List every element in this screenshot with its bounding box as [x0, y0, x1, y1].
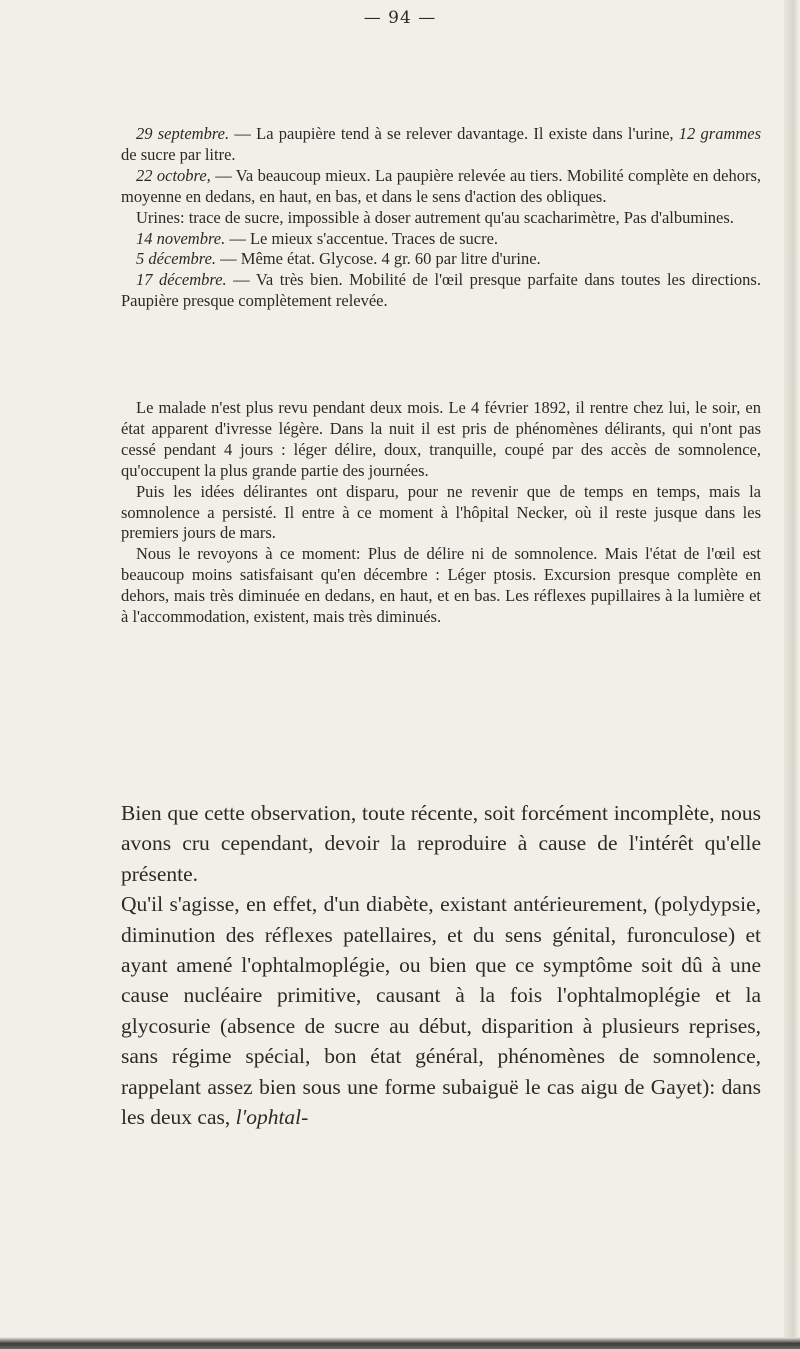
journal-entry: 29 septembre. — La paupière tend à se relever davantage. Il existe dans l'urine, 12 grammes de sucre par litre. [121, 124, 762, 164]
paragraph: Bien que cette observation, toute récente, soit forcément incomplète, nous avons cru cependant, devoir la reproduire à cause de l'intérêt qu'elle présente. [121, 801, 761, 886]
entry-date: 29 septembre. [136, 124, 230, 143]
journal-entry: Urines: trace de sucre, impossible à doser autrement qu'au scacharimètre, Pas d'albumines. [136, 207, 734, 227]
hyphenated-tail: l'ophtal- [235, 1105, 309, 1130]
journal-entries [121, 124, 761, 312]
journal-entry: 22 octobre, — Va beaucoup mieux. La paupière relevée au tiers. Mobilité complète en dehors, moyenne en dedans, en haut, en bas, et dans le sens d'action des obliques. [121, 165, 762, 206]
entry-date: 14 novembre. [136, 228, 226, 248]
scan-bottom-edge [0, 1337, 800, 1349]
journal-entry: 5 décembre. — Même état. Glycose. 4 gr. 60 par litre d'urine. [136, 249, 541, 269]
paragraph: Le malade n'est plus revu pendant deux mois. Le 4 février 1892, il rentre chez lui, le soir, en état apparent d'ivresse légère. Dans la nuit il est pris de phénomènes délirants, qui n'ont pas cessé pendant 4 jours : léger délire, doux, tranquille, coupé par des accès de somnolence, qu'occupent la plus grande partie des journées. [121, 398, 761, 480]
journal-entry: 17 décembre. — Va très bien. Mobilité de l'œil presque parfaite dans toutes les directions. Paupière presque complètement relevée. [121, 270, 761, 311]
follow-up-text [121, 398, 761, 628]
page-edge [784, 0, 800, 1349]
paragraph: Puis les idées délirantes ont disparu, pour ne revenir que de temps en temps, mais la somnolence a persisté. Il entre à ce moment à l'hôpital Necker, où il reste jusque dans les premiers jours de mars. [121, 481, 761, 543]
entry-date: 22 octobre, [136, 165, 211, 185]
entry-date: 17 décembre. [136, 270, 227, 290]
commentary-text [121, 798, 761, 1132]
entry-date: 5 décembre. [136, 249, 217, 269]
paragraph: Nous le revoyons à ce moment: Plus de délire ni de somnolence. Mais l'état de l'œil est beaucoup moins satisfaisant qu'en décembre : Léger ptosis. Excursion presque complète en dehors, mais très diminuée en dedans, en haut, et en bas. Les réflexes pupillaires à la lumière et à l'accommodation, existent, mais très diminués. [121, 544, 761, 627]
paragraph: Qu'il s'agisse, en effet, d'un diabète, existant antérieurement, (polydypsie, diminution des réflexes patellaires, et du sens génital, furonculose) et ayant amené l'ophtalmoplégie, ou bien que ce symptôme soit dû à une cause nucléaire primitive, causant à la fois l'ophtalmoplégie et la glycosurie (absence de sucre au début, disparition à plusieurs reprises, sans régime spécial, bon état général, phénomènes de somnolence, rappelant assez bien sous une forme subaiguë le cas aigu de Gayet): dans les deux cas, l'ophtal- [121, 892, 761, 1130]
journal-entry: 14 novembre. — Le mieux s'accentue. Traces de sucre. [136, 228, 499, 248]
page-number: — 94 — [363, 8, 437, 28]
